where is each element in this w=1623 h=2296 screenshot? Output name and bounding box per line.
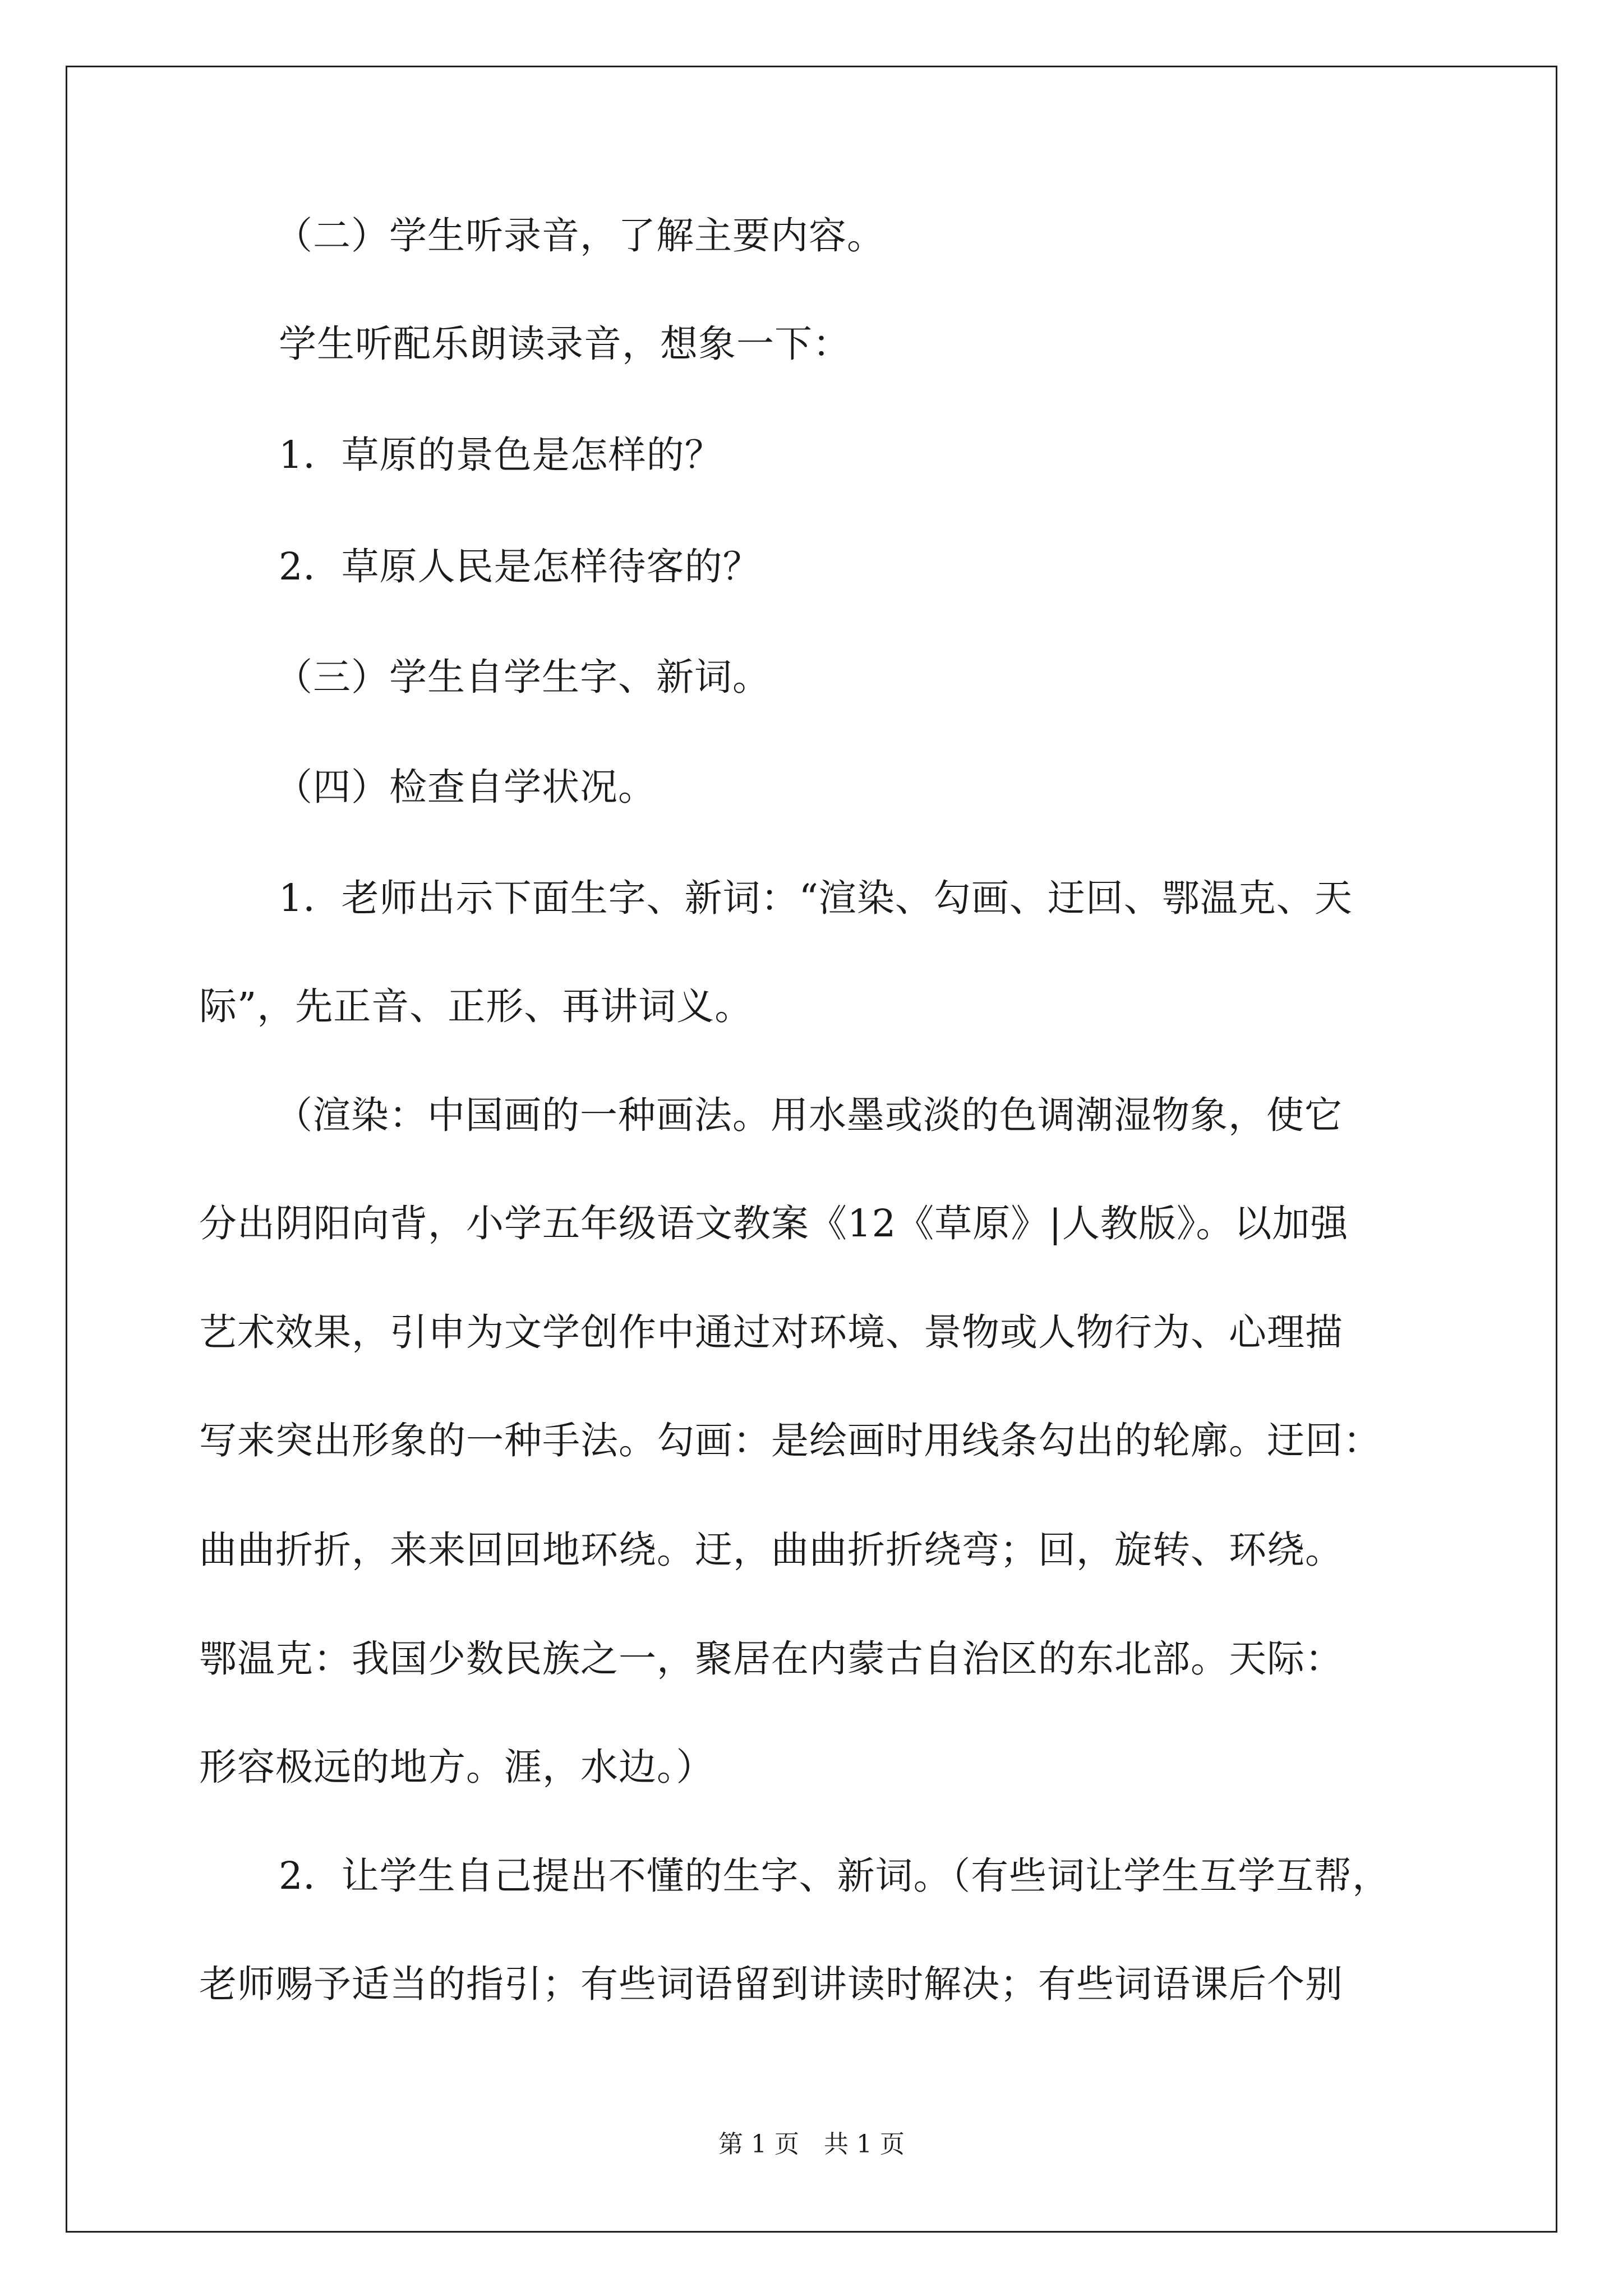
page-border <box>66 66 1557 2233</box>
paragraph-line: 2．让学生自己提出不懂的生字、新词。（有些词让学生互学互帮， <box>279 1854 1391 1898</box>
paragraph-line: 老师赐予适当的指引；有些词语留到讲读时解决；有些词语课后个别 <box>199 1962 1343 2006</box>
page-number-footer: 第 1 页 共 1 页 <box>718 2130 905 2159</box>
paragraph-line: 2．草原人民是怎样待客的？ <box>279 545 761 588</box>
paragraph-line: （四）检查自学状况。 <box>275 765 656 809</box>
paragraph-line: （二）学生听录音，了解主要内容。 <box>275 214 885 257</box>
paragraph-line: 1．草原的景色是怎样的？ <box>279 433 723 477</box>
paragraph-line: （三）学生自学生字、新词。 <box>275 655 771 699</box>
paragraph-line: 鄂温克：我国少数民族之一，聚居在内蒙古自治区的东北部。天际： <box>199 1637 1343 1681</box>
paragraph-line: 形容极远的地方。涯，水边。） <box>199 1745 714 1789</box>
paragraph-line: 际”，先正音、正形、再讲词义。 <box>199 984 753 1028</box>
paragraph-line: （渲染：中国画的一种画法。用水墨或淡的色调潮湿物象，使它 <box>275 1093 1343 1137</box>
paragraph-line: 曲曲折折，来来回回地环绕。迂，曲曲折折绕弯；回，旋转、环绕。 <box>199 1528 1343 1572</box>
paragraph-line: 艺术效果，引申为文学创作中通过对环境、景物或人物行为、心理描 <box>199 1310 1343 1354</box>
paragraph-line: 分出阴阳向背，小学五年级语文教案《12《草原》|人教版》。以加强 <box>199 1202 1349 1245</box>
paragraph-line: 学生听配乐朗读录音，想象一下： <box>279 322 851 366</box>
paragraph-line: 写来突出形象的一种手法。勾画：是绘画时用线条勾出的轮廓。迂回： <box>199 1419 1381 1462</box>
paragraph-line: 1．老师出示下面生字、新词：“渲染、勾画、迂回、鄂温克、天 <box>279 876 1353 920</box>
